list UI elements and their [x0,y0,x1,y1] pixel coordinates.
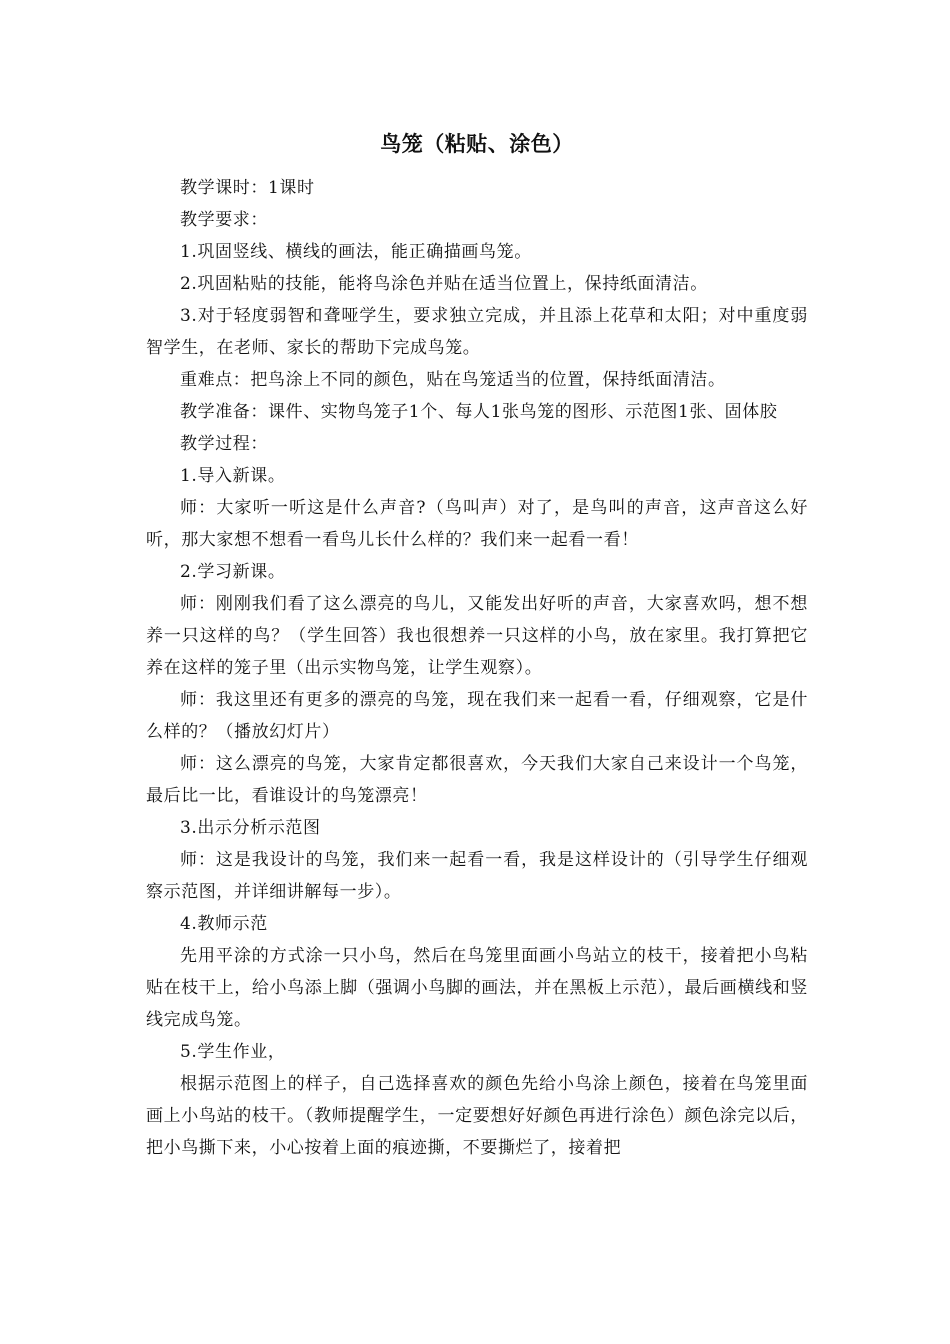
paragraph-step-3-body: 师：这是我设计的鸟笼，我们来一起看一看，我是这样设计的（引导学生仔细观察示范图，并详细讲解每一步）。 [146,850,808,902]
paragraph-step-2-body-2: 师：我这里还有更多的漂亮的鸟笼，现在我们来一起看一看，仔细观察，它是什么样的？（播放幻灯片） [146,690,808,742]
paragraph-requirement-2: 2.巩固粘贴的技能，能将鸟涂色并贴在适当位置上，保持纸面清洁。 [180,274,708,294]
paragraph-class-hours: 教学课时：1课时 [180,178,315,198]
paragraph-step-5-heading: 5.学生作业， [180,1042,286,1062]
paragraph-step-2-body-1: 师：刚刚我们看了这么漂亮的鸟儿，又能发出好听的声音，大家喜欢吗，想不想养一只这样的鸟？（学生回答）我也很想养一只这样的小鸟，放在家里。我打算把它养在这样的笼子里（出示实物鸟笼，让学生观察）。 [146,594,808,678]
document-title: 鸟笼（粘贴、涂色） [380,132,574,156]
paragraph-requirement-3: 3.对于轻度弱智和聋哑学生，要求独立完成，并且添上花草和太阳；对中重度弱智学生，在老师、家长的帮助下完成鸟笼。 [146,306,808,358]
paragraph-step-1-heading: 1.导入新课。 [180,466,286,486]
paragraph-preparation: 教学准备：课件、实物鸟笼子1个、每人1张鸟笼的图形、示范图1张、固体胶 [180,402,778,422]
document-page [146,126,808,1164]
paragraph-requirement-1: 1.巩固竖线、横线的画法，能正确描画鸟笼。 [180,242,532,262]
paragraph-step-2-heading: 2.学习新课。 [180,562,286,582]
paragraph-step-4-body: 先用平涂的方式涂一只小鸟，然后在鸟笼里面画小鸟站立的枝干，接着把小鸟粘贴在枝干上，给小鸟添上脚（强调小鸟脚的画法，并在黑板上示范），最后画横线和竖线完成鸟笼。 [146,946,808,1030]
paragraph-key-points: 重难点：把鸟涂上不同的颜色，贴在鸟笼适当的位置，保持纸面清洁。 [180,370,726,390]
paragraph-step-2-body-3: 师：这么漂亮的鸟笼，大家肯定都很喜欢，今天我们大家自己来设计一个鸟笼，最后比一比，看谁设计的鸟笼漂亮！ [146,754,808,806]
paragraph-step-4-heading: 4.教师示范 [180,914,268,934]
paragraph-process-heading: 教学过程： [180,434,268,454]
paragraph-step-5-body: 根据示范图上的样子，自己选择喜欢的颜色先给小鸟涂上颜色，接着在鸟笼里面画上小鸟站的枝干。（教师提醒学生，一定要想好好颜色再进行涂色）颜色涂完以后，把小鸟撕下来，小心按着上面的痕迹撕，不要撕烂了，接着把 [146,1074,808,1158]
paragraph-step-3-heading: 3.出示分析示范图 [180,818,321,838]
paragraph-requirements-heading: 教学要求： [180,210,268,230]
paragraph-step-1-body: 师：大家听一听这是什么声音?（鸟叫声）对了，是鸟叫的声音，这声音这么好听，那大家想不想看一看鸟儿长什么样的？我们来一起看一看！ [146,498,808,550]
